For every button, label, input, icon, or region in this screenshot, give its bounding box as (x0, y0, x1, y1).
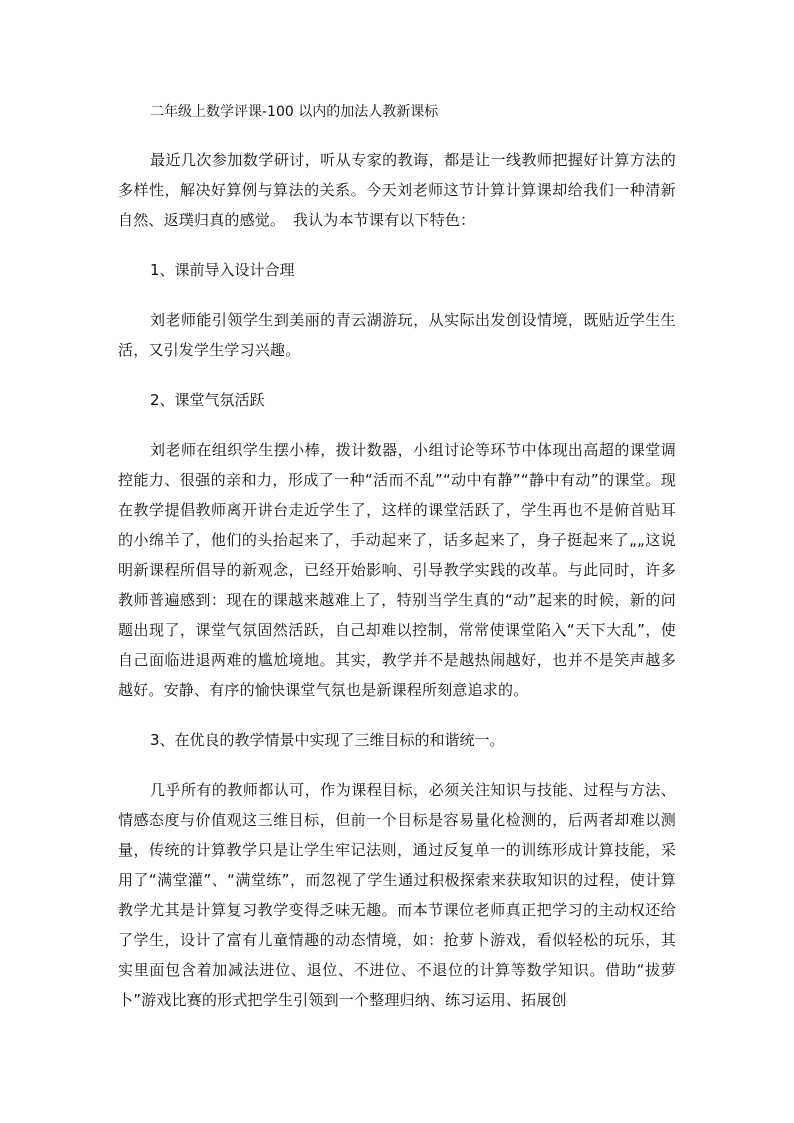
document-body (118, 97, 676, 1015)
intro-paragraph: 最近几次参加数学研讨，听从专家的教诲，都是让一线教师把握好计算方法的多样性，解决好算例与算法的关系。今天刘老师这节计算计算课却给我们一种清新自然、返璞归真的感觉。 我认为本节课有以下特色： (118, 151, 676, 229)
section-heading-3: 3、在优良的教学情景中实现了三维目标的和谐统一。 (150, 731, 505, 749)
document-title: 二年级上数学评课-100 以内的加法人教新课标 (150, 104, 439, 120)
section-1-paragraph: 刘老师能引领学生到美丽的青云湖游玩，从实际出发创设情境，既贴近学生生活，又引发学生学习兴趣。 (118, 311, 676, 359)
section-heading-1: 1、课前导入设计合理 (150, 261, 295, 279)
section-2-paragraph: 刘老师在组织学生摆小棒，拨计数器，小组讨论等环节中体现出高超的课堂调控能力、很强的亲和力，形成了一种“活而不乱”“动中有静”“静中有动”的课堂。现在教学提倡教师离开讲台走近学生了，这样的课堂活跃了，学生再也不是俯首贴耳的小绵羊了，他们的头抬起来了，手动起来了，话多起来了，身子挺起来了„„这说明新课程所倡导的新观念，已经开始影响、引导教学实践的改革。与此同时，许多教师普遍感到：现在的课越来越难上了，特别当学生真的“动”起来的时候，新的问题出现了，课堂气氛固然活跃，自己却难以控制，常常使课堂陷入“天下大乱”，使自己面临进退两难的尴尬境地。其实，教学并不是越热闹越好，也并不是笑声越多越好。安静、有序的愉快课堂气氛也是新课程所刻意追求的。 (118, 441, 676, 699)
section-3-paragraph: 几乎所有的教师都认可，作为课程目标，必须关注知识与技能、过程与方法、情感态度与价值观这三维目标，但前一个目标是容易量化检测的，后两者却难以测量，传统的计算教学只是让学生牢记法则，通过反复单一的训练形成计算技能，采用了“满堂灌”、“满堂练”，而忽视了学生通过积极探索来获取知识的过程，使计算教学尤其是计算复习教学变得乏味无趣。而本节课位老师真正把学习的主动权还给了学生，设计了富有儿童情趣的动态情境，如：抢萝卜游戏，看似轻松的玩乐，其实里面包含着加减法进位、退位、不进位、不退位的计算等数学知识。借助“拔萝卜”游戏比赛的形式把学生引领到一个整理归纳、练习运用、拓展创 (118, 781, 676, 1009)
section-heading-2: 2、课堂气氛活跃 (150, 391, 265, 409)
